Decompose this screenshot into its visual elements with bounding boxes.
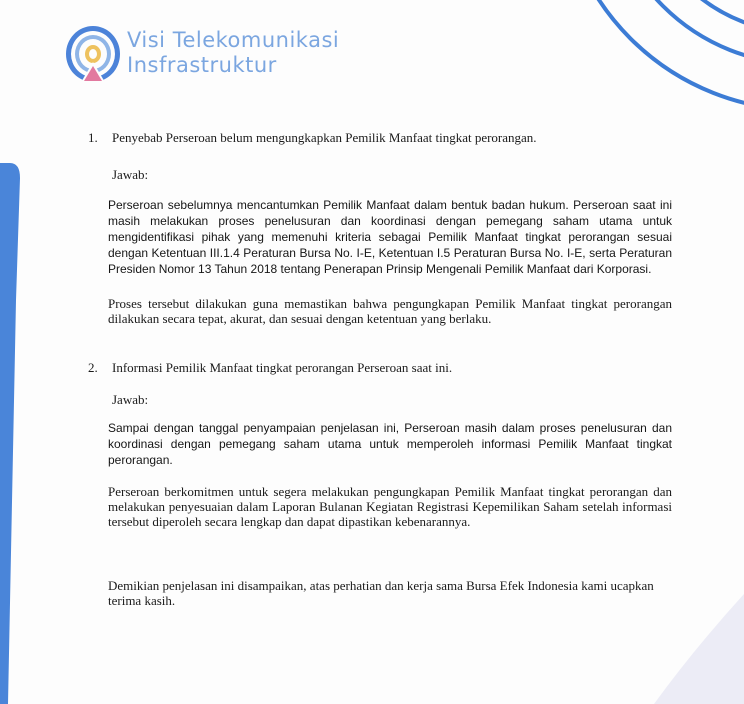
company-name-line1: Visi Telekomunikasi [127, 28, 340, 52]
arc-middle [603, 0, 744, 66]
left-edge-bar-decoration [0, 0, 30, 704]
answer-paragraph-serif: Proses tersebut dilakukan guna memastikan bahwa pengungkapan Pemilik Manfaat tingkat perorangan dilakukan secara tepat, akurat, dan sesuai dengan ketentuan yang berlaku. [108, 296, 672, 326]
broadcast-antenna-icon [66, 26, 120, 82]
logo-ring-inner [85, 45, 101, 63]
answer-paragraph-serif: Perseroan berkomitmen untuk segera melakukan pengungkapan Pemilik Manfaat tingkat perorangan dan melakukan penyesuaian dalam Laporan Bulanan Kegiatan Registrasi Kepemilikan Saham setelah informasi tersebut diperoleh secara lengkap dan dapat dipastikan kebenarannya. [108, 484, 672, 529]
question-number: 2. [88, 360, 98, 375]
answer-paragraph-sans: Perseroan sebelumnya mencantumkan Pemilik Manfaat dalam bentuk badan hukum. Perseroan saat ini masih melakukan proses penelusuran dan koordinasi dengan pemegang saham utama untuk mengidentifikasi pihak yang memenuhi kriteria sebagai Pemilik Manfaat tingkat perorangan sesuai dengan Ketentuan III.1.4 Peraturan Bursa No. I-E, Ketentuan I.5 Peraturan Bursa No. I-E, serta Peraturan Presiden Nomor 13 Tahun 2018 tentang Penerapan Prinsip Mengenali Pemilik Manfaat dari Korporasi. [108, 198, 672, 276]
question-number: 1. [88, 130, 98, 145]
company-logo [66, 26, 339, 82]
question-item-2 [88, 360, 672, 376]
logo-triangle [84, 66, 102, 81]
question-item-1 [88, 130, 672, 146]
answer-paragraph-sans: Sampai dengan tanggal penyampaian penjelasan ini, Perseroan masih dalam proses penelusuran dan koordinasi dengan pemegang saham utama untuk memperoleh informasi Pemilik Manfaat tingkat perorangan. [108, 421, 672, 467]
question-text: Penyebab Perseroan belum mengungkapkan Pemilik Manfaat tingkat perorangan. [112, 130, 537, 145]
answer-label: Jawab: [112, 167, 149, 182]
company-name [127, 28, 339, 78]
question-text: Informasi Pemilik Manfaat tingkat perorangan Perseroan saat ini. [112, 360, 453, 375]
arc-inner [634, 0, 744, 35]
closing-paragraph: Demikian penjelasan ini disampaikan, atas perhatian dan kerja sama Bursa Efek Indonesia kami ucapkan terima kasih. [108, 578, 654, 608]
document-body [88, 130, 672, 608]
bottom-right-corner-decoration [634, 594, 744, 704]
arc-outer [557, 0, 744, 112]
answer-label: Jawab: [112, 392, 149, 407]
company-name-line2: Insfrastruktur [127, 53, 277, 77]
